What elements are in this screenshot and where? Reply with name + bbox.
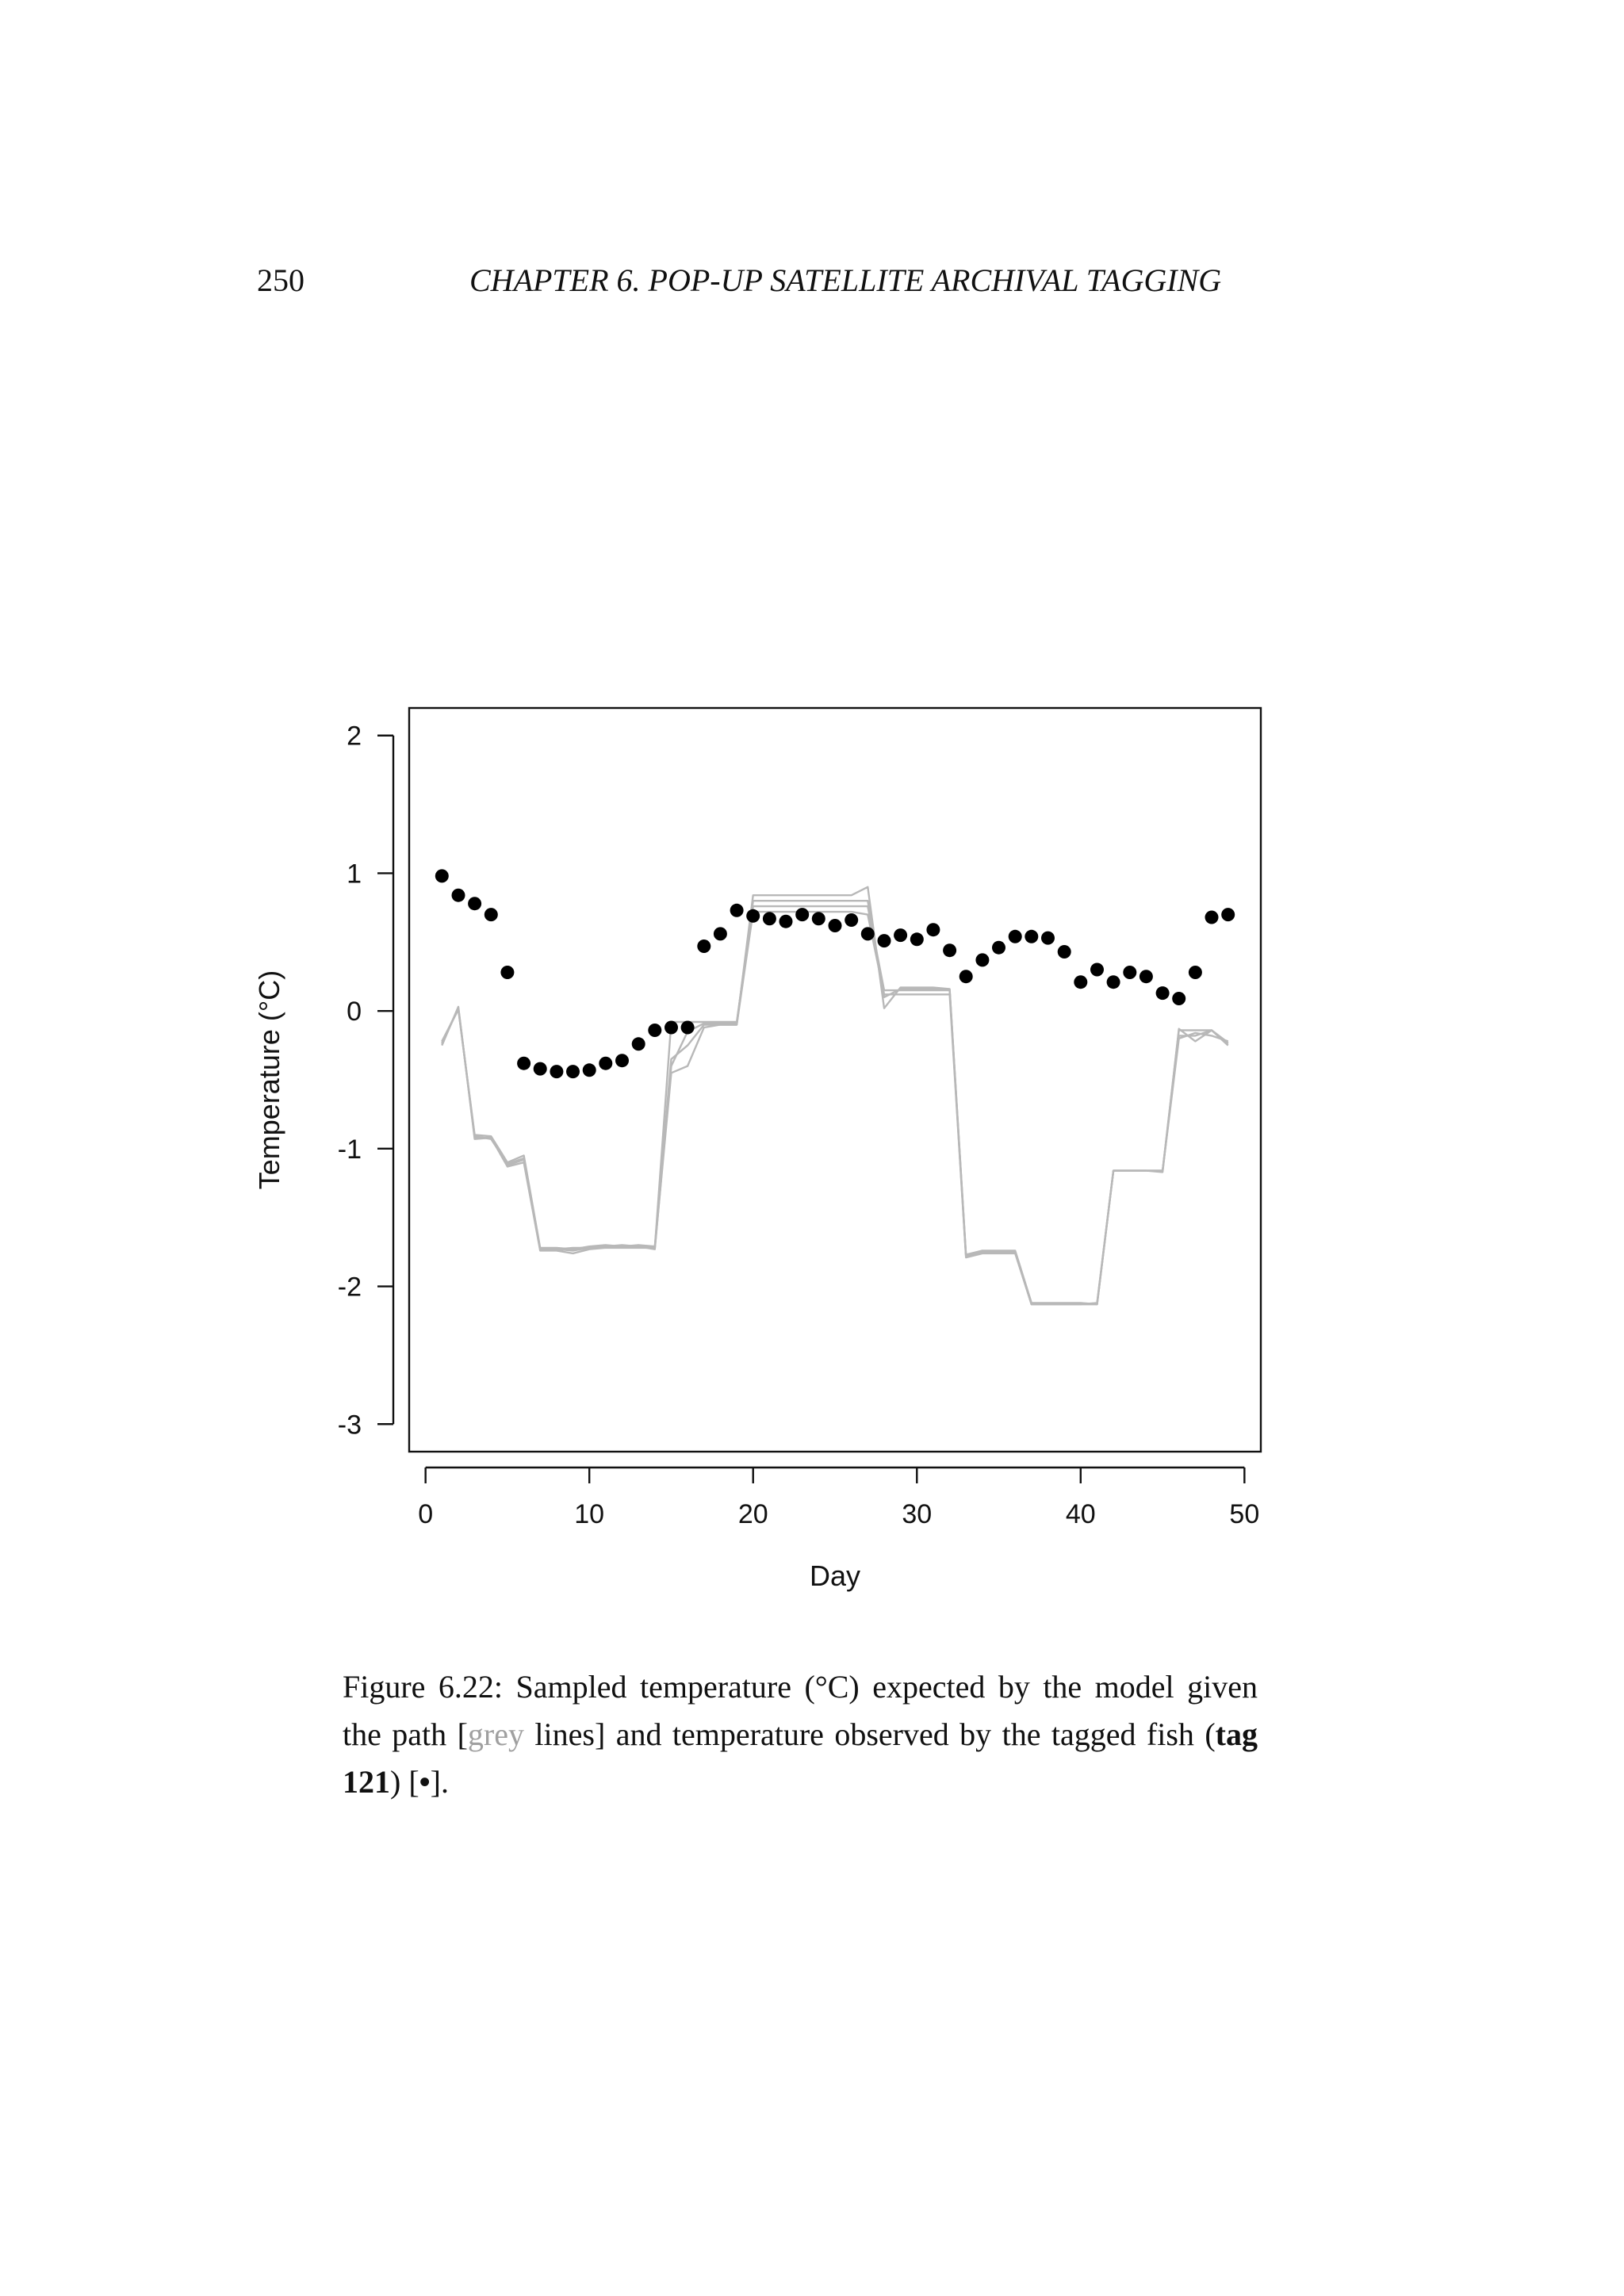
observed-point (468, 897, 481, 910)
observed-point (1090, 963, 1104, 977)
caption-bullet: • (419, 1764, 431, 1800)
y-tick-label: -3 (337, 1410, 362, 1441)
model-lines (442, 887, 1228, 1304)
x-axis (418, 1468, 1259, 1529)
page-number: 250 (257, 262, 304, 298)
figure-caption (343, 1663, 1258, 1806)
observed-point (730, 904, 744, 917)
observed-point (648, 1024, 661, 1037)
observed-point (566, 1065, 580, 1078)
observed-point (1205, 911, 1219, 924)
observed-point (926, 923, 940, 936)
x-axis-label: Day (809, 1559, 861, 1592)
caption-suffix-open: ) [ (390, 1764, 419, 1800)
y-tick-label: -1 (337, 1134, 362, 1165)
observed-point (1156, 986, 1170, 1000)
observed-point (452, 889, 465, 902)
observed-point (1025, 930, 1038, 943)
observed-point (878, 934, 891, 947)
observed-point (697, 939, 710, 953)
observed-point (615, 1054, 629, 1067)
model-line-4 (442, 901, 1228, 1304)
observed-point (763, 912, 776, 925)
model-line-2 (442, 912, 1228, 1304)
y-tick-label: -2 (337, 1272, 362, 1303)
observed-point (1221, 908, 1235, 921)
observed-point (861, 927, 875, 940)
observed-point (975, 953, 989, 966)
observed-point (681, 1021, 695, 1035)
observed-point (1058, 945, 1071, 959)
plot-frame (409, 708, 1261, 1452)
observed-point (779, 915, 793, 928)
y-tick-label: 0 (347, 997, 362, 1027)
model-line-1 (442, 906, 1228, 1304)
observed-point (1172, 992, 1185, 1005)
caption-grey-word: grey (467, 1716, 524, 1752)
caption-prefix: Figure 6.22: Sampled temperature (°C) expected by the model given the path [ (343, 1669, 1258, 1752)
model-line-3 (442, 887, 1228, 1304)
observed-point (1123, 966, 1136, 979)
observed-point (485, 908, 498, 921)
observed-point (665, 1021, 678, 1035)
x-tick-label: 10 (574, 1499, 605, 1529)
x-tick-label: 40 (1065, 1499, 1096, 1529)
x-tick-label: 20 (737, 1499, 768, 1529)
observed-point (1139, 970, 1153, 983)
observed-point (959, 970, 973, 983)
observed-point (435, 869, 449, 882)
y-tick-label: 2 (347, 721, 362, 752)
caption-middle: lines] and temperature observed by the tagged fish ( (524, 1716, 1216, 1752)
running-head: CHAPTER 6. POP-UP SATELLITE ARCHIVAL TAGGING (469, 262, 1222, 298)
observed-point (583, 1063, 596, 1077)
observed-point (1041, 932, 1055, 945)
y-tick-label: 1 (347, 859, 362, 890)
observed-point (829, 919, 842, 932)
caption-suffix-close: ]. (430, 1764, 449, 1800)
observed-point (599, 1057, 612, 1070)
observed-point (795, 908, 809, 921)
observed-point (1074, 975, 1087, 989)
observed-point (992, 941, 1005, 955)
observed-point (1009, 930, 1022, 943)
observed-point (632, 1037, 645, 1050)
observed-point (910, 932, 924, 946)
observed-point (550, 1065, 563, 1078)
caption-tag: tag 121 (343, 1716, 1258, 1800)
observed-point (1107, 975, 1120, 989)
y-axis-label: Temperature (°C) (253, 970, 285, 1190)
observed-point (812, 912, 825, 925)
observed-point (943, 943, 956, 957)
x-tick-label: 0 (418, 1499, 434, 1529)
observed-point (845, 913, 858, 927)
observed-point (894, 928, 907, 942)
observed-point (746, 909, 760, 923)
x-tick-label: 30 (902, 1499, 933, 1529)
observed-point (1189, 966, 1202, 979)
x-tick-label: 50 (1229, 1499, 1260, 1529)
observed-point (534, 1062, 547, 1076)
y-axis (338, 721, 393, 1441)
observed-point (714, 927, 727, 940)
observed-point (517, 1057, 530, 1070)
observed-point (500, 966, 514, 979)
